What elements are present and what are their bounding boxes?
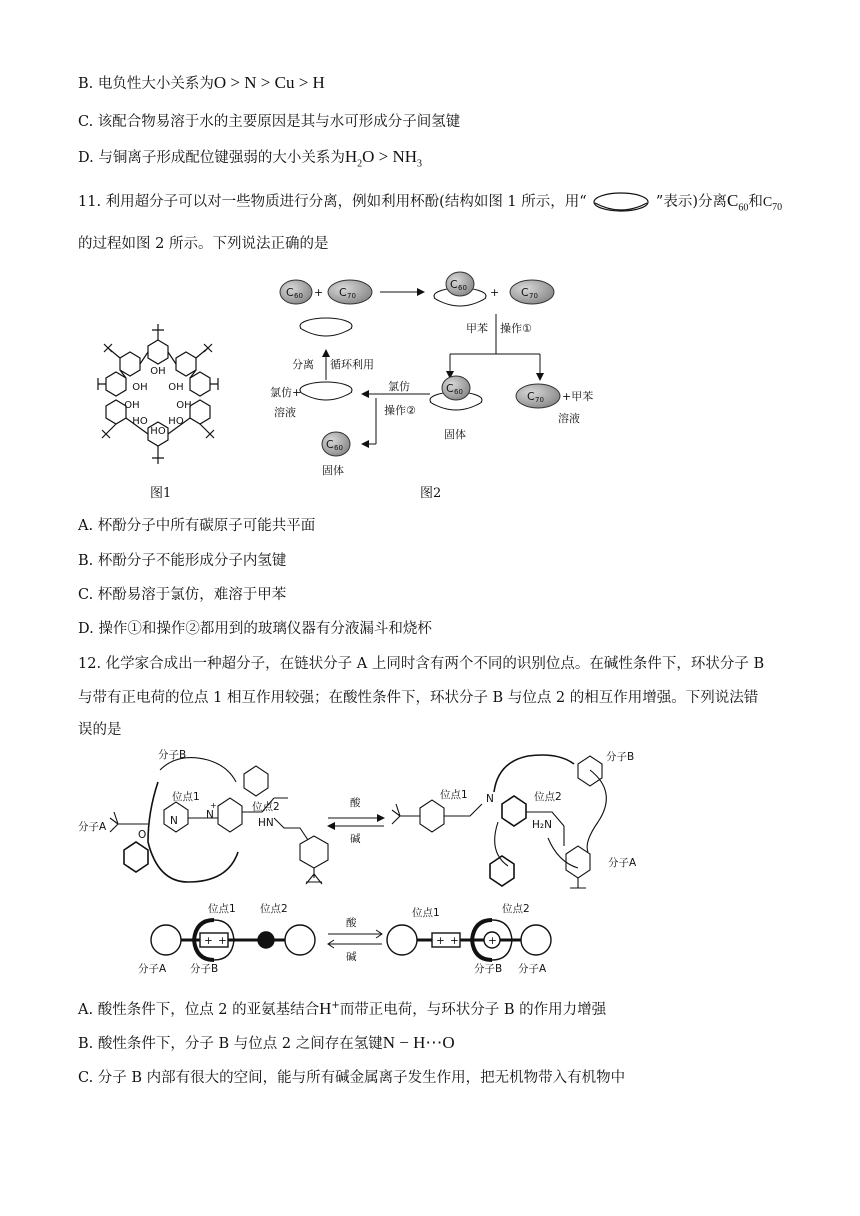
q12-option-a: [78, 998, 606, 1019]
ball-label: C: [286, 286, 294, 299]
label-site1: 位点1: [208, 903, 236, 915]
figure1-calixarene: [96, 318, 220, 472]
label-molecule-b: 分子B: [158, 749, 187, 761]
plus-sign: +: [314, 286, 324, 299]
label-op1: 操作①: [500, 322, 532, 335]
ball-sub: 70: [347, 292, 356, 300]
figure2-separation-process: [270, 268, 610, 480]
q12-option-a-h: H: [319, 999, 332, 1018]
ball-sub: 60: [334, 444, 343, 452]
label-chloroform: 氯仿: [388, 380, 410, 393]
fig1-oh-label: OH: [150, 366, 166, 377]
fig1-oh-label: OH: [168, 382, 184, 393]
q12-stem-line3: 误的是: [78, 722, 122, 738]
label-recycle: 循环利用: [330, 358, 374, 371]
q12-option-a-text: A. 酸性条件下，位点 2 的亚氨基结合: [78, 1002, 320, 1018]
label-molecule-a: 分子A: [518, 963, 547, 975]
q11-option-d: D. 操作①和操作②都用到的玻璃仪器有分液漏斗和烧杯: [78, 621, 432, 637]
ball-label: C: [527, 390, 535, 403]
ball-sub: 60: [294, 292, 303, 300]
q10-option-d-formula: [344, 147, 423, 170]
c70-c: C: [762, 195, 773, 210]
q11-option-a: A. 杯酚分子中所有碳原子可能共平面: [78, 518, 316, 534]
ball-label: C: [326, 438, 334, 451]
q11-stem-part-b: ”表示)分离: [655, 194, 727, 210]
q11-stem-part-a: 11. 利用超分子可以对一些物质进行分离，例如利用杯酚(结构如图 1 所示，用“: [78, 194, 587, 210]
label-molecule-a: 分子A: [138, 963, 167, 975]
figure-rotaxane-structures: [78, 742, 678, 892]
ball-label: C: [450, 278, 458, 291]
label-base: 碱: [350, 833, 361, 845]
label-plus: +: [210, 801, 217, 810]
label-site1: 位点1: [172, 791, 200, 803]
ball-sub: 60: [458, 284, 467, 292]
label-site2: 位点2: [252, 801, 280, 813]
q12-stem-line2: 与带有正电荷的位点 1 相互作用较强；在酸性条件下，环状分子 B 与位点 2 的相互作用增强。下列说法错: [78, 690, 759, 706]
q10-option-b-text: B. 电负性大小关系为: [78, 76, 214, 92]
label-site1: 位点1: [412, 907, 440, 919]
label-toluene: 甲苯: [466, 322, 488, 335]
label-solution: 溶液: [558, 412, 580, 425]
ball-label: C: [521, 286, 529, 299]
label-op2: 操作②: [384, 404, 416, 417]
q10-option-b: [78, 72, 325, 93]
label-molecule-a: 分子A: [78, 821, 107, 833]
ball-label: C: [339, 286, 347, 299]
label-site2: 位点2: [534, 791, 562, 803]
q11-option-c: C. 杯酚易溶于氯仿，难溶于甲苯: [78, 587, 287, 603]
label-site2: 位点2: [260, 903, 288, 915]
schematic-plus: +: [218, 935, 227, 947]
label-separation: 分离: [292, 358, 314, 371]
label-acid: 酸: [350, 797, 361, 809]
calixarene-bowl-icon: [591, 191, 651, 213]
q12-option-c: C. 分子 B 内部有很大的空间，能与所有碱金属离子发生作用，把无机物带入有机物中: [78, 1070, 626, 1086]
schematic-plus: +: [436, 935, 445, 947]
c70-sub: 70: [772, 201, 783, 213]
label-solid: 固体: [444, 428, 466, 441]
label-hn: HN: [258, 817, 274, 829]
figure-rotaxane-schematic: [78, 896, 598, 986]
label-h2n: H₂N: [532, 819, 552, 831]
label-chloroform-plus: 氯仿+: [270, 386, 302, 399]
ball-sub: 60: [454, 388, 463, 396]
formula-mid: O > NH: [362, 147, 418, 166]
fig1-oh-label: OH: [124, 400, 140, 411]
label-site1: 位点1: [440, 789, 468, 801]
formula-sub3: 3: [417, 158, 423, 170]
label-base: 碱: [346, 951, 357, 963]
schematic-plus: +: [450, 935, 459, 947]
label-o: O: [138, 829, 147, 841]
figure1-caption: 图1: [150, 486, 172, 501]
q10-option-d: [78, 146, 422, 169]
label-molecule-b: 分子B: [474, 963, 503, 975]
q12-option-a-sup: +: [331, 1000, 340, 1012]
ball-sub: 70: [529, 292, 538, 300]
q12-option-b-formula: N − H⋯O: [382, 1033, 455, 1052]
fig1-ho-label: HO: [168, 416, 184, 427]
ball-sub: 70: [535, 396, 544, 404]
label-solid: 固体: [322, 464, 344, 477]
q10-option-b-formula: O > N > Cu > H: [213, 73, 325, 92]
label-molecule-b: 分子B: [190, 963, 219, 975]
q12-stem-line1: 12. 化学家合成出一种超分子，在链状分子 A 上同时含有两个不同的识别位点。在碱性条件下，环状分子 B: [78, 656, 765, 672]
label-n: N: [170, 815, 178, 827]
label-solution: 溶液: [274, 406, 296, 419]
q12-option-b-text: B. 酸性条件下，分子 B 与位点 2 之间存在氢键: [78, 1036, 383, 1052]
figure2-caption: 图2: [420, 486, 442, 501]
c60-c: C: [726, 191, 739, 210]
label-n: N: [206, 809, 214, 821]
c60-sub: 60: [738, 202, 749, 214]
q11-c70: [762, 195, 783, 213]
label-molecule-b: 分子B: [606, 751, 635, 763]
q12-option-b: [78, 1032, 455, 1053]
label-molecule-a: 分子A: [608, 857, 637, 869]
label-acid: 酸: [346, 917, 357, 929]
schematic-plus: +: [204, 935, 213, 947]
fig1-oh-label: OH: [132, 382, 148, 393]
plus-sign: +: [490, 286, 500, 299]
fig1-oh-label: OH: [176, 400, 192, 411]
formula-h: H: [344, 147, 358, 166]
q10-option-d-text: D. 与铜离子形成配位键强弱的大小关系为: [78, 150, 345, 166]
fig1-ho-label: HO: [132, 416, 148, 427]
q12-option-a-suffix: 而带正电荷，与环状分子 B 的作用力增强: [339, 1002, 607, 1018]
formula-sub2: 2: [357, 158, 363, 170]
q10-option-c: C. 该配合物易溶于水的主要原因是其与水可形成分子间氢键: [78, 114, 461, 130]
label-site2: 位点2: [502, 903, 530, 915]
schematic-plus: +: [488, 935, 497, 947]
fig1-ho-label: HO: [150, 426, 166, 437]
ball-label: C: [446, 382, 454, 395]
label-plus-toluene: +甲苯: [562, 390, 594, 403]
q11-option-b: B. 杯酚分子不能形成分子内氢键: [78, 553, 287, 569]
q11-stem-part-c: 和: [748, 194, 763, 210]
q11-c60: [726, 191, 749, 214]
q11-stem-line1: [78, 190, 782, 213]
q11-stem-line2: 的过程如图 2 所示。下列说法正确的是: [78, 236, 329, 252]
label-n: N: [486, 793, 494, 805]
